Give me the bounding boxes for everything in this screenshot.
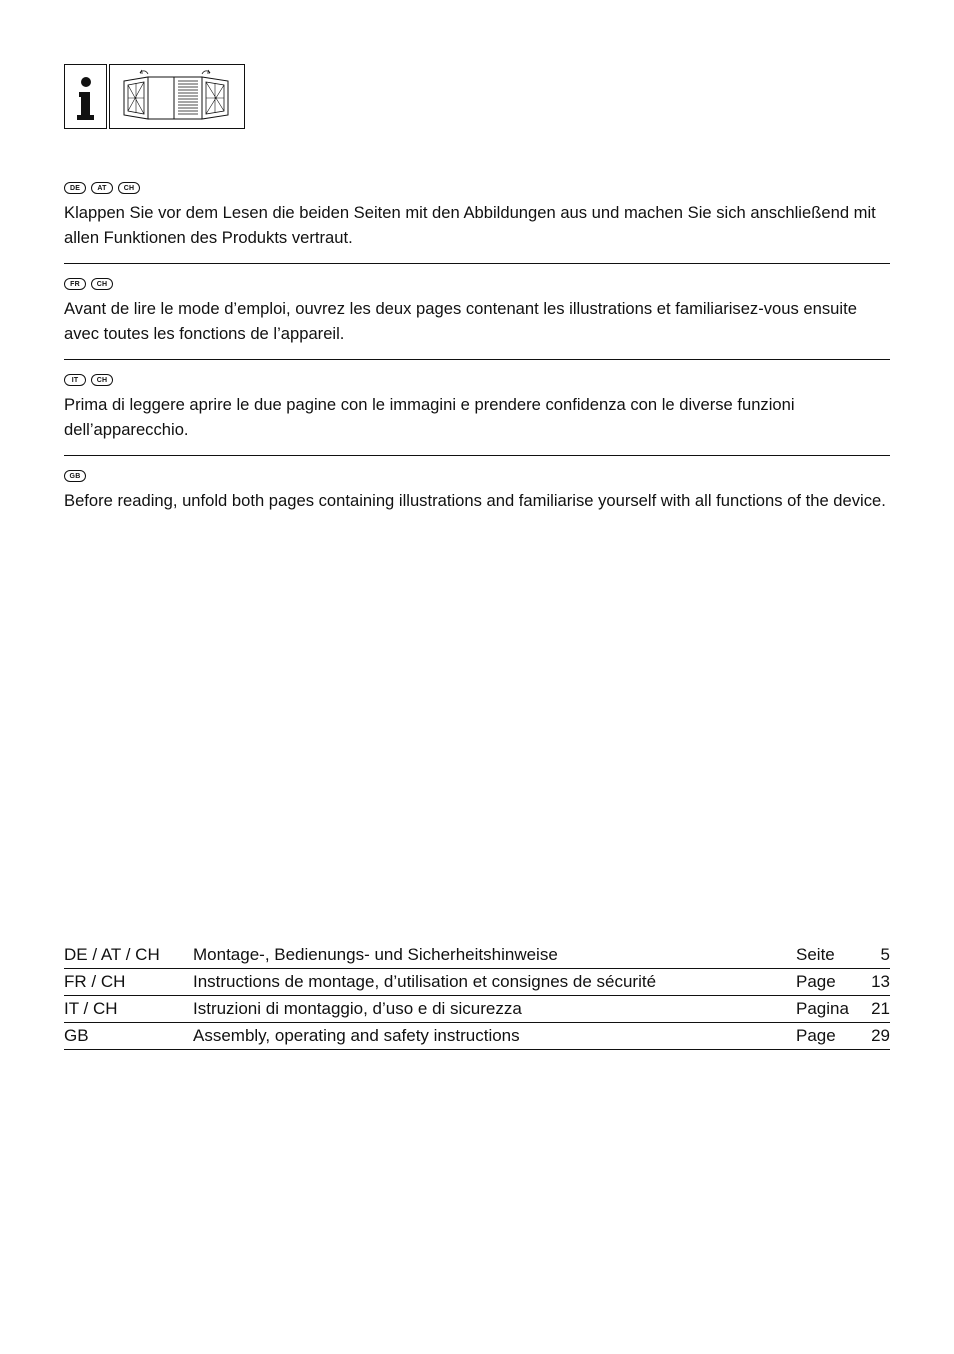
toc-title: Assembly, operating and safety instructions bbox=[193, 1023, 796, 1050]
toc-page-word: Page bbox=[796, 969, 856, 996]
instruction-text-de: Klappen Sie vor dem Lesen die beiden Seiten mit den Abbildungen aus und machen Sie sich anschließend mit allen Funktionen des Produkts vertraut. bbox=[64, 203, 876, 247]
toc-row[interactable] bbox=[64, 942, 890, 969]
toc-page-number: 21 bbox=[856, 996, 890, 1023]
instruction-text-gb: Before reading, unfold both pages containing illustrations and familiarise yourself with all functions of the device. bbox=[64, 491, 886, 510]
language-instructions bbox=[64, 178, 890, 538]
toc-page-number: 29 bbox=[856, 1023, 890, 1050]
toc-lang: FR / CH bbox=[64, 969, 193, 996]
country-badge-it: IT bbox=[64, 374, 86, 386]
lang-block-gb bbox=[64, 468, 890, 526]
toc-title: Instructions de montage, d’utilisation et consignes de sécurité bbox=[193, 969, 796, 996]
toc-page-number: 13 bbox=[856, 969, 890, 996]
info-icon bbox=[64, 64, 107, 129]
header-icons bbox=[64, 64, 245, 129]
country-badge-gb: GB bbox=[64, 470, 86, 482]
toc-title: Istruzioni di montaggio, d’uso e di sicurezza bbox=[193, 996, 796, 1023]
table-of-contents bbox=[64, 942, 890, 1050]
toc-title: Montage-, Bedienungs- und Sicherheitshinweise bbox=[193, 942, 796, 969]
country-badge-ch: CH bbox=[91, 278, 113, 290]
toc-page-number: 5 bbox=[856, 942, 890, 969]
country-badges bbox=[64, 180, 890, 196]
toc-lang: DE / AT / CH bbox=[64, 942, 193, 969]
country-badge-ch: CH bbox=[118, 182, 140, 194]
toc-page-word: Page bbox=[796, 1023, 856, 1050]
country-badges bbox=[64, 468, 890, 484]
lang-block-de bbox=[64, 180, 890, 264]
toc-row[interactable] bbox=[64, 996, 890, 1023]
instruction-text-it: Prima di leggere aprire le due pagine con le immagini e prendere confidenza con le diverse funzioni dell’apparecchio. bbox=[64, 395, 795, 439]
country-badge-de: DE bbox=[64, 182, 86, 194]
toc-row[interactable] bbox=[64, 969, 890, 996]
country-badge-fr: FR bbox=[64, 278, 86, 290]
country-badges bbox=[64, 276, 890, 292]
country-badge-ch: CH bbox=[91, 374, 113, 386]
toc-lang: IT / CH bbox=[64, 996, 193, 1023]
toc-lang: GB bbox=[64, 1023, 193, 1050]
instruction-text-fr: Avant de lire le mode d’emploi, ouvrez les deux pages contenant les illustrations et familiarisez-vous ensuite avec toutes les fonctions de l’appareil. bbox=[64, 299, 857, 343]
unfold-pages-icon bbox=[109, 64, 245, 129]
toc-page-word: Pagina bbox=[796, 996, 856, 1023]
country-badge-at: AT bbox=[91, 182, 113, 194]
toc-page-word: Seite bbox=[796, 942, 856, 969]
toc-row[interactable] bbox=[64, 1023, 890, 1050]
lang-block-it bbox=[64, 372, 890, 456]
lang-block-fr bbox=[64, 276, 890, 360]
country-badges bbox=[64, 372, 890, 388]
